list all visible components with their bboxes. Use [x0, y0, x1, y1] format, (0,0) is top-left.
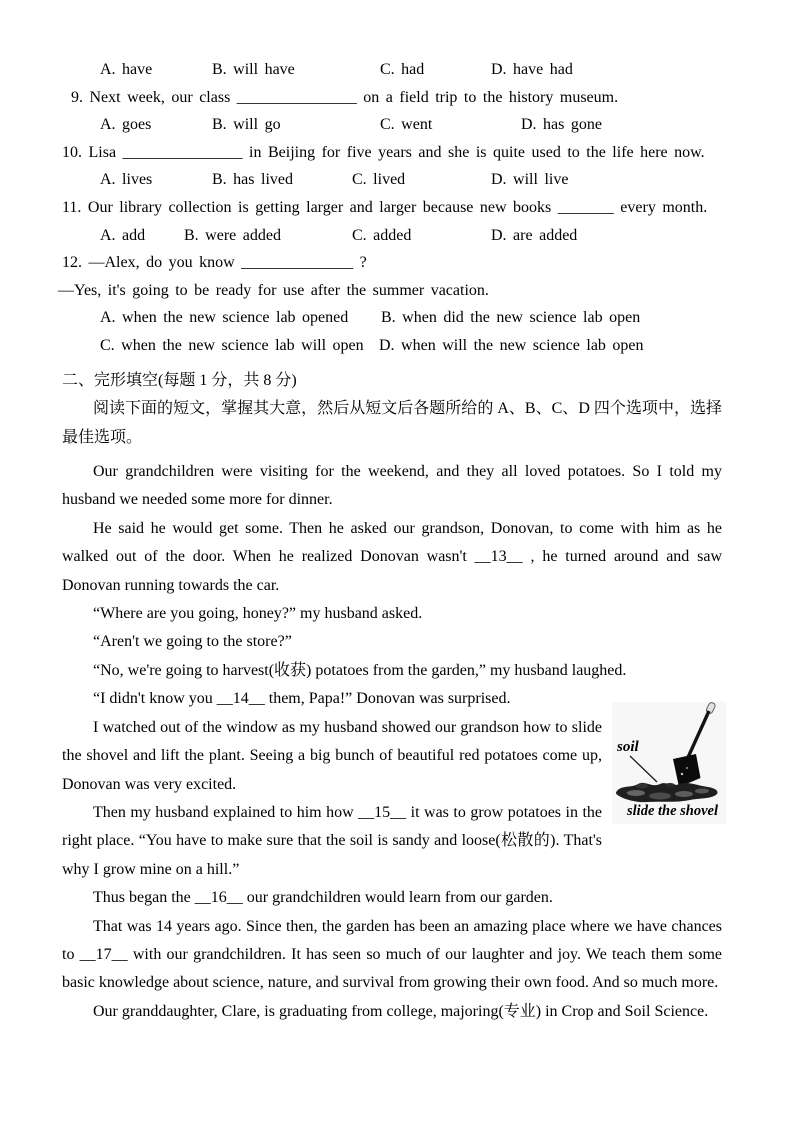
blade-highlight: [686, 767, 688, 769]
soil-texture: [627, 790, 645, 796]
q10-option-d: D. will live: [491, 171, 569, 189]
soil-texture: [649, 792, 671, 799]
q11-option-a: A. add: [100, 226, 146, 244]
figure-caption: slide the shovel: [627, 802, 719, 819]
q10-option-c: C. lived: [352, 171, 406, 189]
question-9-options: [62, 111, 722, 139]
passage-paragraph-3: I watched out of the window as my husband showed our grandson how to slide the shovel and lift the plant. Seeing a big bunch of beautiful red potatoes come up, Donovan was very excited.: [62, 718, 602, 793]
question-8-options: [62, 56, 722, 84]
question-12-reply: —Yes, it's going to be ready for use after the summer vacation.: [58, 281, 489, 299]
passage-paragraph-1: Our grandchildren were visiting for the weekend, and they all loved potatoes. So I told my husband we needed some more for dinner.: [62, 463, 722, 509]
q9-option-d: D. has gone: [521, 116, 602, 134]
soil-texture: [675, 791, 693, 797]
blade-highlight: [681, 772, 683, 774]
dialogue-line-4: “I didn't know you __14__ them, Papa!” Donovan was surprised.: [93, 690, 511, 708]
dialogue-line-3: “No, we're going to harvest(收获) potatoes from the garden,” my husband laughed.: [93, 661, 627, 679]
question-11-stem: 11. Our library collection is getting larger and larger because new books _______ every month.: [62, 198, 708, 216]
q11-option-b: B. were added: [184, 226, 281, 244]
question-12-options-ab: [62, 304, 722, 332]
q12-option-a: A. when the new science lab opened: [100, 309, 349, 327]
multiple-choice-section: [58, 56, 722, 360]
cloze-instructions: 阅读下面的短文，掌握其大意，然后从短文后各题所给的 A、B、C、D 四个选项中，选择最佳选项。: [62, 400, 722, 446]
soil-label: soil: [617, 738, 639, 755]
q10-option-a: A. lives: [100, 171, 153, 189]
passage-paragraph-4: Then my husband explained to him how __15__ it was to grow potatoes in the right place. “You have to make sure that the soil is sandy and loose(松散的). That's why I grow mine on a hill.”: [62, 803, 602, 878]
q8-option-d: D. have had: [491, 61, 573, 78]
passage-paragraph-7: Our granddaughter, Clare, is graduating from college, majoring(专业) in Crop and Soil Science.: [93, 1002, 709, 1020]
question-10-stem: 10. Lisa _______________ in Beijing for five years and she is quite used to the life here now.: [62, 143, 705, 161]
dialogue-line-1: “Where are you going, honey?” my husband asked.: [93, 605, 423, 623]
q8-option-a: A. have: [100, 61, 153, 78]
question-12-stem: 12. —Alex, do you know ______________ ?: [62, 254, 367, 272]
q8-option-c: C. had: [380, 61, 425, 78]
passage-paragraph-6: That was 14 years ago. Since then, the garden has been an amazing place where we have chances to __17__ with our grandchildren. It has seen so much of our laughter and joy. We teach them some basic knowledge about science, nature, and survival from growing their own food. And so much more.: [62, 917, 722, 992]
question-11-options: [62, 222, 722, 250]
dialogue-line-2: “Aren't we going to the store?”: [93, 633, 292, 651]
cloze-passage: [62, 458, 722, 1026]
soil-texture: [695, 788, 709, 793]
q12-option-d: D. when will the new science lab open: [379, 336, 644, 354]
cloze-section-heading: 二、完形填空(每题 1 分，共 8 分): [62, 371, 297, 389]
question-12-options-cd: [62, 332, 722, 360]
q11-option-d: D. are added: [491, 226, 578, 244]
q9-option-b: B. will go: [212, 116, 281, 134]
q11-option-c: C. added: [352, 226, 412, 244]
soil-bump: [636, 783, 648, 788]
soil-label-pointer: [630, 756, 657, 782]
soil-bump: [665, 783, 675, 787]
q10-option-b: B. has lived: [212, 171, 293, 189]
question-10-options: [62, 166, 722, 194]
passage-paragraph-2: He said he would get some. Then he asked our grandson, Donovan, to come with him as he walked out of the door. When he realized Donovan wasn't __13__ , he turned around and saw Donovan running towards the car.: [62, 519, 722, 594]
q9-option-a: A. goes: [100, 116, 152, 134]
passage-paragraph-5: Thus began the __16__ our grandchildren would learn from our garden.: [93, 889, 553, 907]
q8-option-b: B. will have: [212, 61, 295, 78]
q9-option-c: C. went: [380, 116, 433, 134]
q12-option-b: B. when did the new science lab open: [381, 309, 641, 327]
shovel-illustration: [612, 702, 726, 824]
q12-option-c: C. when the new science lab will open: [100, 336, 364, 354]
shovel-blade: [673, 754, 701, 787]
question-9-stem: 9. Next week, our class _______________ on a field trip to the history museum.: [71, 88, 619, 106]
